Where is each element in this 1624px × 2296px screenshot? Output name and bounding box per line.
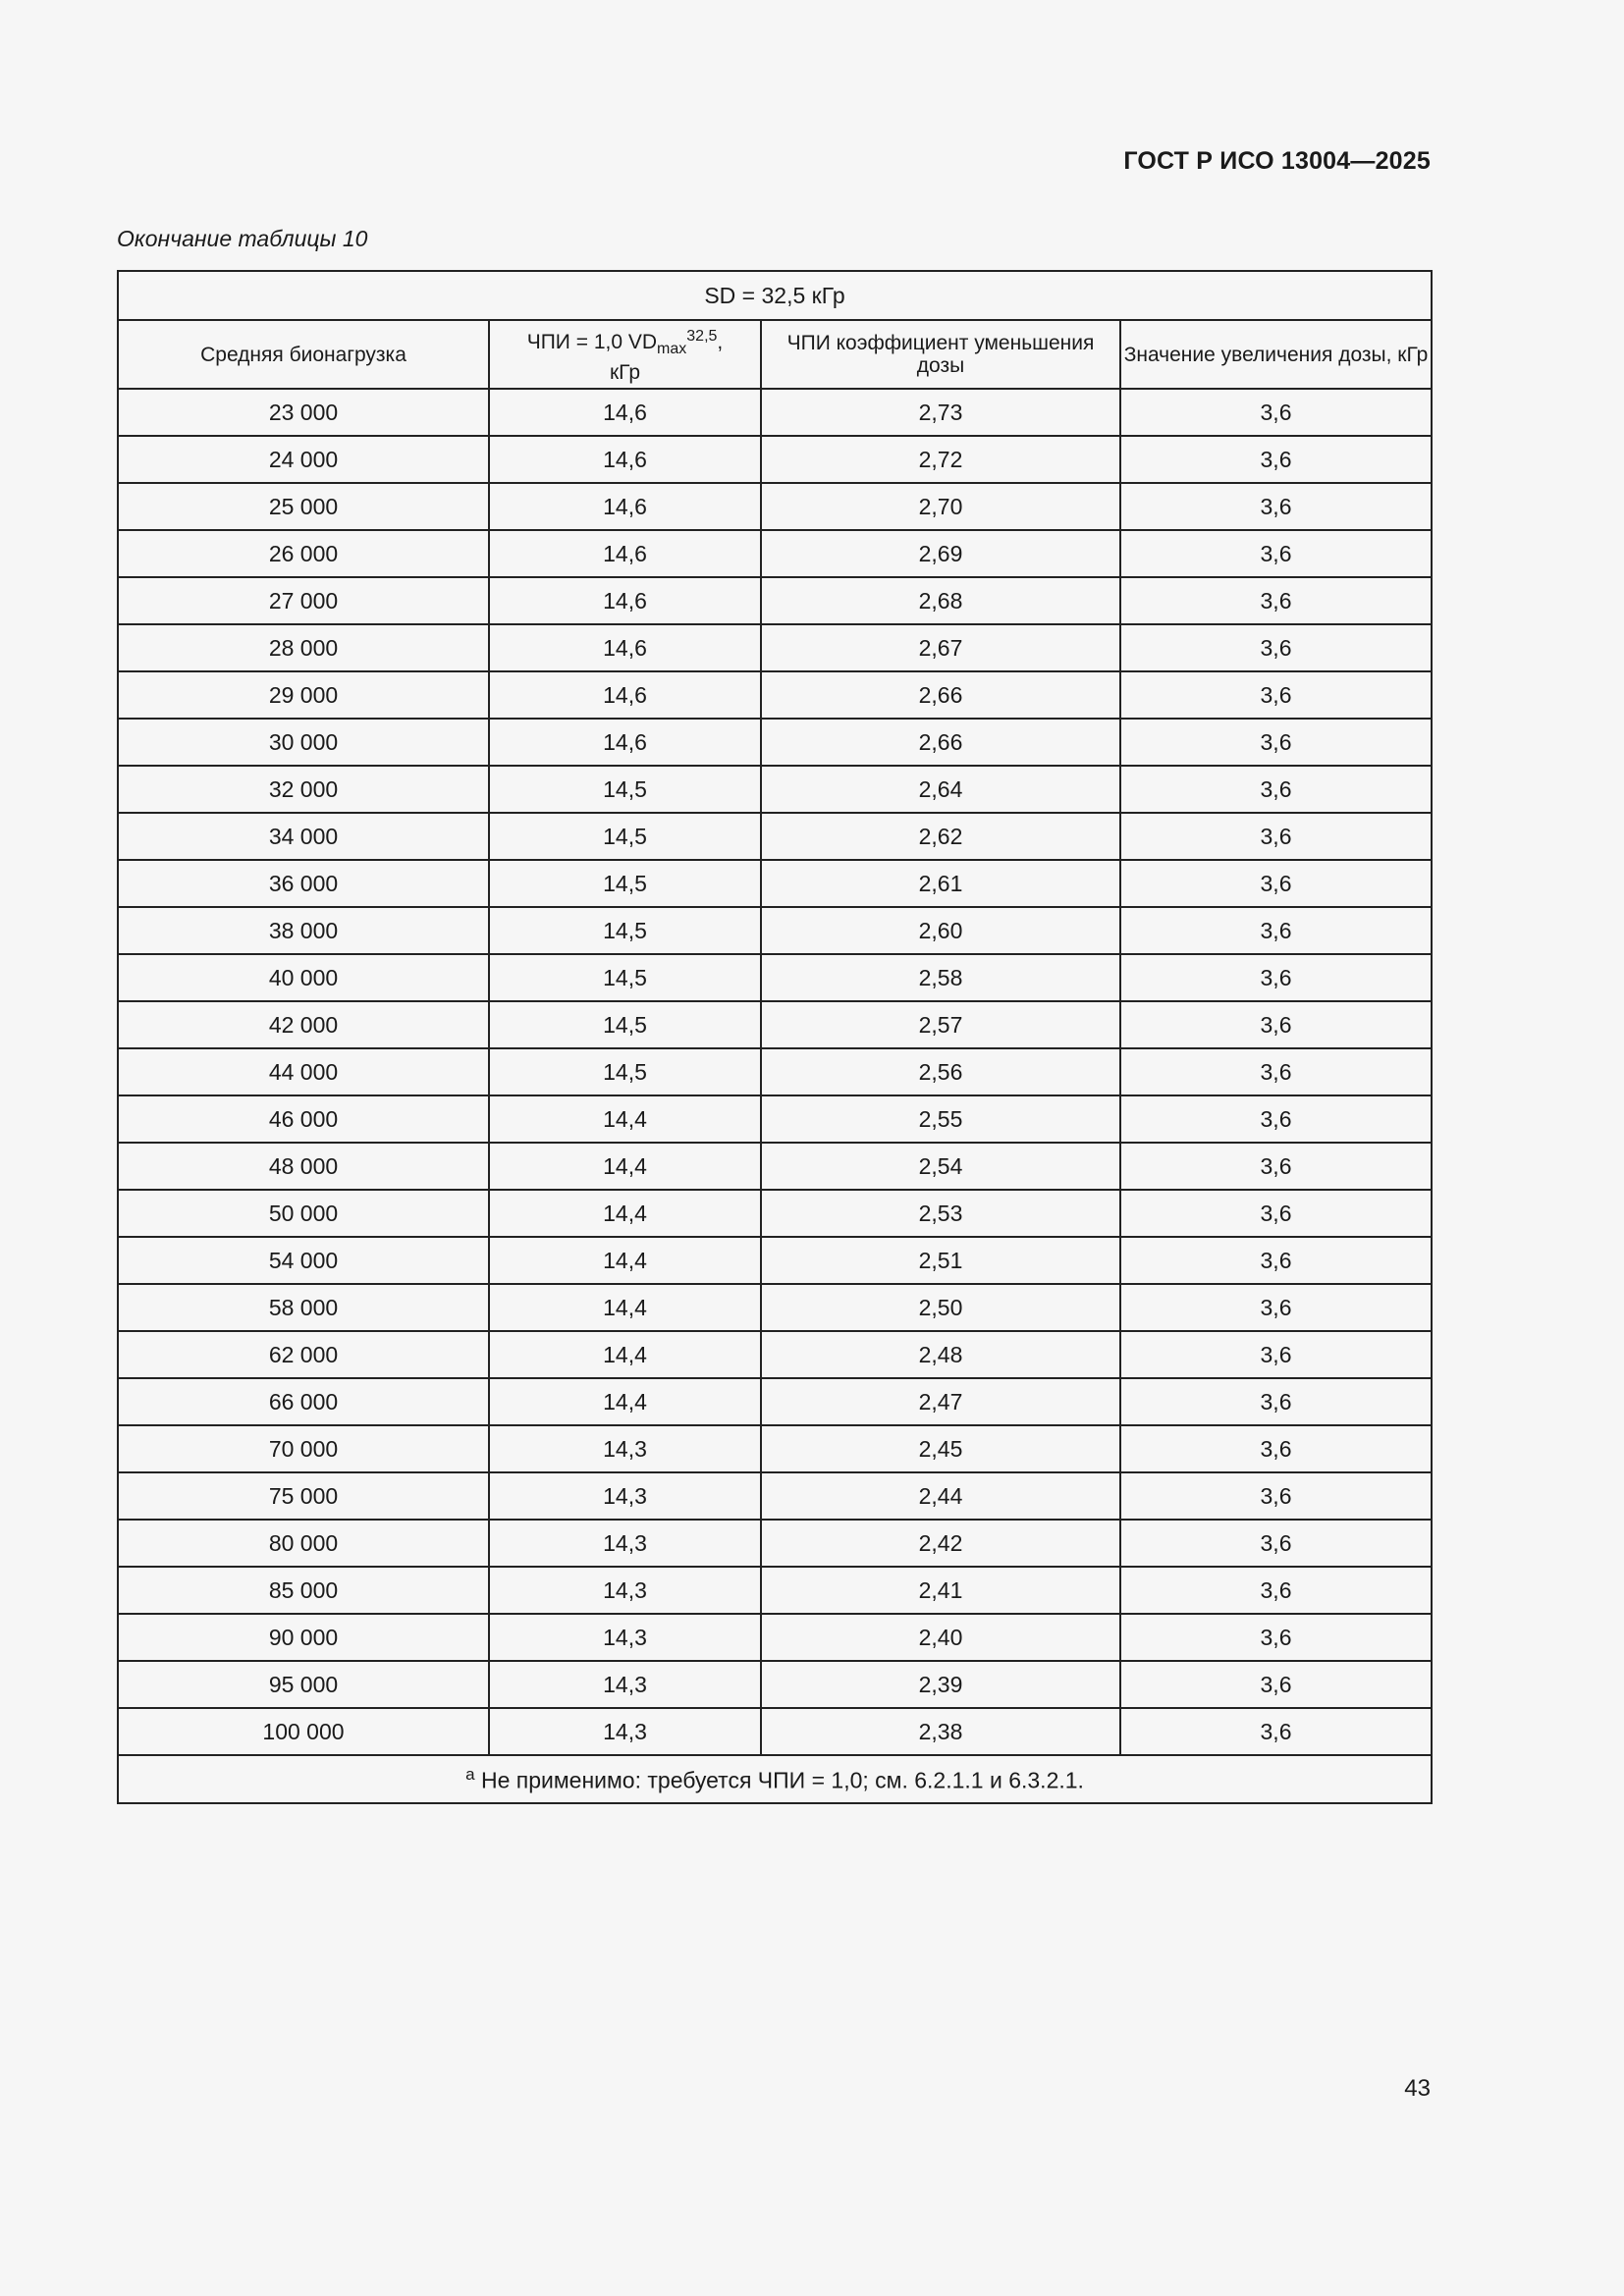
data-table	[117, 270, 1433, 1804]
document-header: ГОСТ Р ИСО 13004—2025	[1123, 147, 1431, 175]
cell-dose-increase: 3,6	[1120, 1237, 1432, 1284]
table-row	[118, 1661, 1432, 1708]
table-row	[118, 907, 1432, 954]
sd-title-row	[118, 271, 1432, 320]
cell-dose-reduction: 2,45	[761, 1425, 1120, 1472]
table-row	[118, 1048, 1432, 1095]
column-header-dose-reduction	[761, 320, 1120, 389]
table-row	[118, 813, 1432, 860]
cell-dose-increase: 3,6	[1120, 1048, 1432, 1095]
cell-bioburden: 100 000	[118, 1708, 489, 1755]
column-header-dose-reduction-label: ЧПИ коэффициент уменьшения дозы	[786, 332, 1095, 377]
cell-sal: 14,4	[489, 1378, 761, 1425]
cell-dose-increase: 3,6	[1120, 1614, 1432, 1661]
cell-dose-reduction: 2,73	[761, 389, 1120, 436]
column-header-sal-prefix: ЧПИ = 1,0 VD	[526, 331, 658, 354]
cell-dose-reduction: 2,68	[761, 577, 1120, 624]
cell-bioburden: 24 000	[118, 436, 489, 483]
cell-bioburden: 28 000	[118, 624, 489, 671]
cell-dose-increase: 3,6	[1120, 1567, 1432, 1614]
cell-dose-increase: 3,6	[1120, 1708, 1432, 1755]
cell-sal: 14,5	[489, 1001, 761, 1048]
table-row	[118, 1143, 1432, 1190]
table-row	[118, 1520, 1432, 1567]
cell-dose-increase: 3,6	[1120, 1472, 1432, 1520]
cell-dose-reduction: 2,53	[761, 1190, 1120, 1237]
cell-dose-increase: 3,6	[1120, 1095, 1432, 1143]
cell-sal: 14,5	[489, 907, 761, 954]
cell-dose-increase: 3,6	[1120, 624, 1432, 671]
sd-title: SD = 32,5 кГр	[118, 271, 1432, 320]
column-header-sal-sup: 32,5	[686, 328, 718, 346]
table-row	[118, 1237, 1432, 1284]
column-header-dose-increase-label: Значение увеличения дозы, кГр	[1123, 343, 1429, 366]
cell-bioburden: 48 000	[118, 1143, 489, 1190]
table-row	[118, 1614, 1432, 1661]
cell-bioburden: 54 000	[118, 1237, 489, 1284]
column-header-row	[118, 320, 1432, 389]
cell-sal: 14,3	[489, 1520, 761, 1567]
page-number: 43	[1404, 2075, 1431, 2102]
cell-bioburden: 32 000	[118, 766, 489, 813]
cell-dose-reduction: 2,72	[761, 436, 1120, 483]
table-row	[118, 389, 1432, 436]
column-header-sal-sub: max	[657, 341, 687, 358]
cell-dose-increase: 3,6	[1120, 1190, 1432, 1237]
footnote-text: Не применимо: требуется ЧПИ = 1,0; см. 6.2.1.1 и 6.3.2.1.	[474, 1767, 1084, 1793]
cell-bioburden: 80 000	[118, 1520, 489, 1567]
cell-dose-increase: 3,6	[1120, 1001, 1432, 1048]
cell-sal: 14,4	[489, 1237, 761, 1284]
cell-sal: 14,3	[489, 1661, 761, 1708]
cell-sal: 14,6	[489, 483, 761, 530]
cell-dose-increase: 3,6	[1120, 436, 1432, 483]
table-row	[118, 1425, 1432, 1472]
column-header-dose-increase	[1120, 320, 1432, 389]
column-header-sal-suffix: ,	[717, 331, 724, 354]
table-row	[118, 1472, 1432, 1520]
cell-dose-reduction: 2,38	[761, 1708, 1120, 1755]
cell-sal: 14,6	[489, 577, 761, 624]
cell-dose-increase: 3,6	[1120, 530, 1432, 577]
cell-sal: 14,5	[489, 813, 761, 860]
cell-dose-reduction: 2,62	[761, 813, 1120, 860]
cell-sal: 14,6	[489, 719, 761, 766]
cell-bioburden: 75 000	[118, 1472, 489, 1520]
cell-bioburden: 62 000	[118, 1331, 489, 1378]
cell-bioburden: 90 000	[118, 1614, 489, 1661]
cell-sal: 14,5	[489, 860, 761, 907]
cell-sal: 14,6	[489, 530, 761, 577]
cell-bioburden: 23 000	[118, 389, 489, 436]
cell-bioburden: 95 000	[118, 1661, 489, 1708]
cell-dose-increase: 3,6	[1120, 1143, 1432, 1190]
cell-bioburden: 42 000	[118, 1001, 489, 1048]
cell-bioburden: 27 000	[118, 577, 489, 624]
table-row	[118, 671, 1432, 719]
column-header-bioburden	[118, 320, 489, 389]
cell-dose-reduction: 2,56	[761, 1048, 1120, 1095]
cell-bioburden: 58 000	[118, 1284, 489, 1331]
cell-dose-reduction: 2,66	[761, 671, 1120, 719]
table-row	[118, 719, 1432, 766]
column-header-sal	[489, 320, 761, 389]
cell-sal: 14,3	[489, 1614, 761, 1661]
cell-sal: 14,3	[489, 1708, 761, 1755]
cell-dose-reduction: 2,61	[761, 860, 1120, 907]
cell-bioburden: 34 000	[118, 813, 489, 860]
cell-dose-reduction: 2,54	[761, 1143, 1120, 1190]
cell-dose-reduction: 2,70	[761, 483, 1120, 530]
cell-dose-reduction: 2,42	[761, 1520, 1120, 1567]
cell-dose-increase: 3,6	[1120, 1425, 1432, 1472]
column-header-sal-unit: кГр	[609, 360, 641, 384]
cell-dose-reduction: 2,58	[761, 954, 1120, 1001]
cell-dose-reduction: 2,51	[761, 1237, 1120, 1284]
cell-bioburden: 70 000	[118, 1425, 489, 1472]
table-row	[118, 436, 1432, 483]
cell-dose-increase: 3,6	[1120, 389, 1432, 436]
cell-dose-increase: 3,6	[1120, 907, 1432, 954]
cell-sal: 14,3	[489, 1472, 761, 1520]
table-row	[118, 1190, 1432, 1237]
cell-dose-reduction: 2,60	[761, 907, 1120, 954]
cell-dose-increase: 3,6	[1120, 860, 1432, 907]
cell-bioburden: 26 000	[118, 530, 489, 577]
table-row	[118, 1378, 1432, 1425]
table-row	[118, 624, 1432, 671]
cell-sal: 14,3	[489, 1425, 761, 1472]
cell-bioburden: 30 000	[118, 719, 489, 766]
footnote	[118, 1755, 1432, 1803]
cell-dose-reduction: 2,47	[761, 1378, 1120, 1425]
cell-sal: 14,5	[489, 954, 761, 1001]
cell-dose-increase: 3,6	[1120, 954, 1432, 1001]
cell-bioburden: 85 000	[118, 1567, 489, 1614]
cell-sal: 14,6	[489, 624, 761, 671]
cell-dose-reduction: 2,41	[761, 1567, 1120, 1614]
cell-dose-increase: 3,6	[1120, 1378, 1432, 1425]
cell-dose-increase: 3,6	[1120, 1331, 1432, 1378]
table-caption: Окончание таблицы 10	[117, 226, 368, 251]
table-row	[118, 1095, 1432, 1143]
cell-dose-increase: 3,6	[1120, 719, 1432, 766]
cell-dose-reduction: 2,40	[761, 1614, 1120, 1661]
cell-dose-increase: 3,6	[1120, 577, 1432, 624]
footnote-row	[118, 1755, 1432, 1803]
cell-sal: 14,5	[489, 1048, 761, 1095]
table-row	[118, 1567, 1432, 1614]
cell-bioburden: 29 000	[118, 671, 489, 719]
table-row	[118, 1001, 1432, 1048]
cell-sal: 14,4	[489, 1331, 761, 1378]
cell-sal: 14,3	[489, 1567, 761, 1614]
cell-dose-reduction: 2,69	[761, 530, 1120, 577]
cell-sal: 14,6	[489, 389, 761, 436]
cell-bioburden: 46 000	[118, 1095, 489, 1143]
cell-dose-reduction: 2,67	[761, 624, 1120, 671]
cell-dose-reduction: 2,57	[761, 1001, 1120, 1048]
table-row	[118, 577, 1432, 624]
table-row	[118, 766, 1432, 813]
cell-sal: 14,6	[489, 436, 761, 483]
table-row	[118, 483, 1432, 530]
cell-dose-increase: 3,6	[1120, 1520, 1432, 1567]
cell-dose-increase: 3,6	[1120, 813, 1432, 860]
table-row	[118, 530, 1432, 577]
cell-sal: 14,6	[489, 671, 761, 719]
table-row	[118, 1331, 1432, 1378]
cell-dose-reduction: 2,50	[761, 1284, 1120, 1331]
cell-dose-reduction: 2,44	[761, 1472, 1120, 1520]
table-row	[118, 860, 1432, 907]
cell-dose-increase: 3,6	[1120, 1661, 1432, 1708]
cell-sal: 14,4	[489, 1095, 761, 1143]
cell-bioburden: 66 000	[118, 1378, 489, 1425]
cell-dose-increase: 3,6	[1120, 1284, 1432, 1331]
cell-bioburden: 40 000	[118, 954, 489, 1001]
footnote-marker: a	[465, 1764, 475, 1784]
table-row	[118, 954, 1432, 1001]
cell-dose-increase: 3,6	[1120, 483, 1432, 530]
cell-dose-reduction: 2,48	[761, 1331, 1120, 1378]
cell-bioburden: 38 000	[118, 907, 489, 954]
cell-sal: 14,4	[489, 1284, 761, 1331]
cell-dose-increase: 3,6	[1120, 671, 1432, 719]
table-body	[118, 389, 1432, 1755]
table-row	[118, 1708, 1432, 1755]
cell-sal: 14,4	[489, 1190, 761, 1237]
cell-bioburden: 50 000	[118, 1190, 489, 1237]
cell-bioburden: 44 000	[118, 1048, 489, 1095]
cell-sal: 14,4	[489, 1143, 761, 1190]
table-row	[118, 1284, 1432, 1331]
cell-dose-reduction: 2,64	[761, 766, 1120, 813]
column-header-bioburden-label: Средняя бионагрузка	[200, 343, 406, 366]
cell-dose-reduction: 2,39	[761, 1661, 1120, 1708]
cell-bioburden: 25 000	[118, 483, 489, 530]
cell-sal: 14,5	[489, 766, 761, 813]
cell-dose-increase: 3,6	[1120, 766, 1432, 813]
cell-dose-reduction: 2,66	[761, 719, 1120, 766]
cell-bioburden: 36 000	[118, 860, 489, 907]
cell-dose-reduction: 2,55	[761, 1095, 1120, 1143]
